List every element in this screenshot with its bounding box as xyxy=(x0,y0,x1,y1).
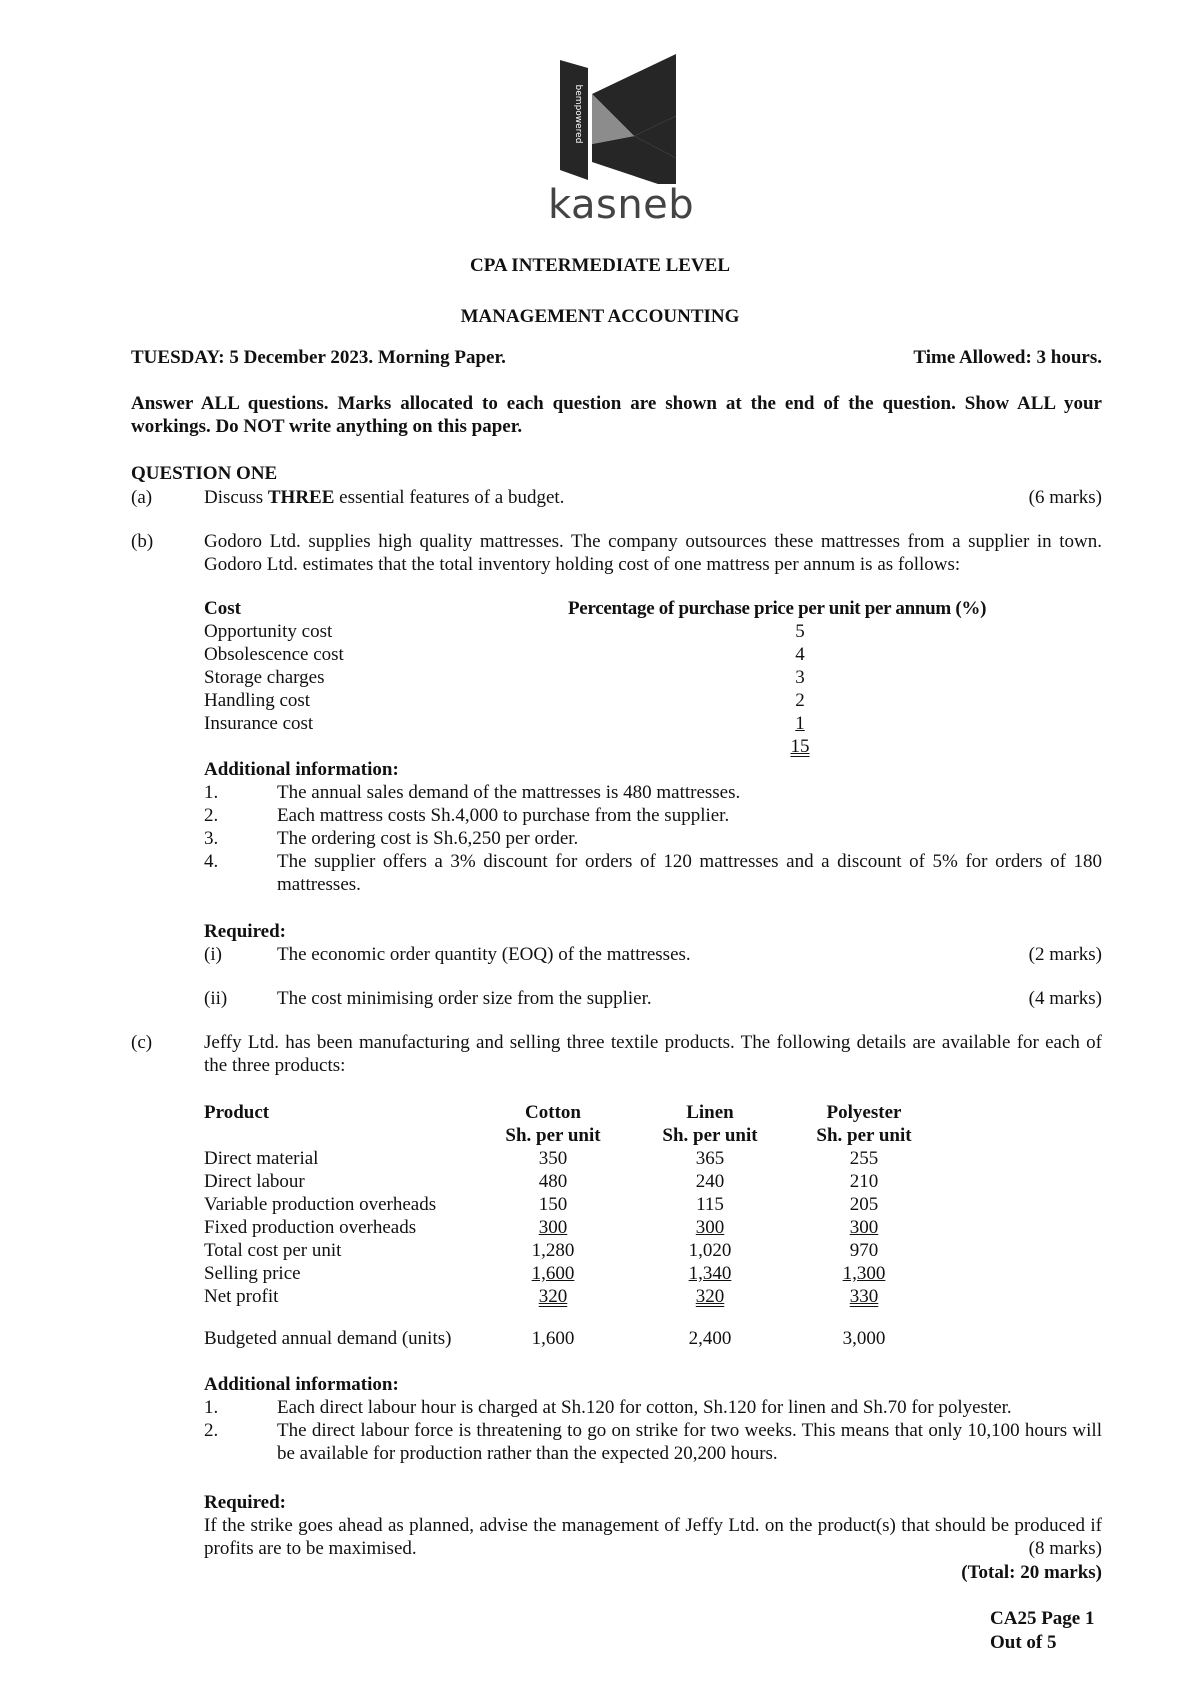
list-item-number: 2. xyxy=(204,1420,219,1441)
part-a-marks: (6 marks) xyxy=(1028,487,1102,508)
list-item-number: 1. xyxy=(204,1397,219,1418)
product-name: Polyester xyxy=(826,1102,902,1123)
list-item: The direct labour force is threatening to go on strike for two weeks. This means that only 10,100 hours will be available for production rather than the expected 20,200 hours. xyxy=(277,1420,1102,1464)
table-row-value: 5 xyxy=(795,621,805,642)
table-cell: 1,600 xyxy=(531,1263,575,1284)
list-item: Each mattress costs Sh.4,000 to purchase from the supplier. xyxy=(277,805,730,826)
list-item-number: 2. xyxy=(204,805,219,826)
table-row-label: Selling price xyxy=(204,1263,301,1284)
exam-date: TUESDAY: 5 December 2023. Morning Paper. xyxy=(131,347,506,368)
table-row-label: Handling cost xyxy=(204,690,311,711)
table-cell: 300 xyxy=(538,1217,568,1238)
list-item: The annual sales demand of the mattresses is 480 mattresses. xyxy=(277,782,741,803)
part-a-text: Discuss THREE essential features of a budget. xyxy=(204,487,565,508)
table-cell: 210 xyxy=(849,1171,879,1192)
holding-cost-col-pct: Percentage of purchase price per unit per annum (%) xyxy=(568,598,987,619)
unit-header: Sh. per unit xyxy=(505,1125,601,1146)
list-item: The ordering cost is Sh.6,250 per order. xyxy=(277,828,579,849)
part-c-additional-title: Additional information: xyxy=(204,1374,399,1395)
table-cell: 1,020 xyxy=(688,1240,732,1261)
part-b-additional-title: Additional information: xyxy=(204,759,399,780)
product-name: Cotton xyxy=(525,1102,581,1123)
list-item-number: 1. xyxy=(204,782,219,803)
table-row-value: 2 xyxy=(795,690,805,711)
table-cell: 1,280 xyxy=(531,1240,575,1261)
holding-cost-col-cost: Cost xyxy=(204,598,241,619)
required-item-text: The economic order quantity (EOQ) of the mattresses. xyxy=(277,944,691,965)
logo-wordmark: kasneb xyxy=(548,182,695,228)
part-c-required-text: If the strike goes ahead as planned, advise the management of Jeffy Ltd. on the product(s) that should be produced if profits are to be maximised. xyxy=(204,1515,1102,1559)
exam-level: CPA INTERMEDIATE LEVEL xyxy=(469,255,731,276)
demand-value: 1,600 xyxy=(531,1328,575,1349)
required-item-number: (ii) xyxy=(204,988,228,1009)
product-col-header: Product xyxy=(204,1102,270,1123)
question-title: QUESTION ONE xyxy=(131,463,278,484)
required-item-marks: (2 marks) xyxy=(1028,944,1102,965)
table-cell: 115 xyxy=(696,1194,724,1215)
required-item-number: (i) xyxy=(204,944,222,965)
table-row-label: Total cost per unit xyxy=(204,1240,342,1261)
logo-tagline: bempowered xyxy=(573,84,583,144)
demand-value: 3,000 xyxy=(842,1328,886,1349)
table-row-label: Variable production overheads xyxy=(204,1194,437,1215)
list-item-number: 3. xyxy=(204,828,219,849)
demand-value: 2,400 xyxy=(688,1328,732,1349)
part-c-marks: (8 marks) xyxy=(1028,1538,1102,1559)
table-row-label: Insurance cost xyxy=(204,713,314,734)
product-name: Linen xyxy=(686,1102,734,1123)
table-row-label: Net profit xyxy=(204,1286,279,1307)
table-cell: 300 xyxy=(695,1217,725,1238)
table-cell: 480 xyxy=(538,1171,568,1192)
holding-cost-total: 15 xyxy=(790,736,810,757)
table-row-label: Direct material xyxy=(204,1148,319,1169)
table-cell: 350 xyxy=(538,1148,568,1169)
table-row-value: 4 xyxy=(795,644,805,665)
table-cell: 240 xyxy=(695,1171,725,1192)
table-cell: 970 xyxy=(849,1240,879,1261)
part-b-label: (b) xyxy=(131,531,154,552)
list-item-number: 4. xyxy=(204,851,219,872)
required-item-marks: (4 marks) xyxy=(1028,988,1102,1009)
part-b-required-title: Required: xyxy=(204,921,286,942)
kasneb-logo xyxy=(540,54,690,184)
table-cell: 255 xyxy=(849,1148,879,1169)
part-c-required-title: Required: xyxy=(204,1492,286,1513)
table-cell: 320 xyxy=(695,1286,725,1307)
exam-subject: MANAGEMENT ACCOUNTING xyxy=(460,306,740,327)
unit-header: Sh. per unit xyxy=(662,1125,758,1146)
table-cell: 300 xyxy=(849,1217,879,1238)
page-number: CA25 Page 1 xyxy=(990,1608,1095,1629)
table-row-label: Obsolescence cost xyxy=(204,644,344,665)
question-total-marks: (Total: 20 marks) xyxy=(961,1562,1102,1583)
table-row-value: 3 xyxy=(795,667,805,688)
table-cell: 1,340 xyxy=(688,1263,732,1284)
part-c-intro: Jeffy Ltd. has been manufacturing and selling three textile products. The following details are available for each of the three products: xyxy=(204,1032,1102,1076)
list-item: Each direct labour hour is charged at Sh.120 for cotton, Sh.120 for linen and Sh.70 for polyester. xyxy=(277,1397,1012,1418)
table-cell: 320 xyxy=(538,1286,568,1307)
demand-label: Budgeted annual demand (units) xyxy=(204,1328,452,1349)
table-row-value: 1 xyxy=(795,713,805,734)
unit-header: Sh. per unit xyxy=(816,1125,912,1146)
table-row-label: Storage charges xyxy=(204,667,325,688)
part-b-intro: Godoro Ltd. supplies high quality mattresses. The company outsources these mattresses from a supplier in town. Godoro Ltd. estimates that the total inventory holding cost of one mattress per annum is as follows: xyxy=(204,531,1102,575)
table-row-label: Direct labour xyxy=(204,1171,305,1192)
list-item: The supplier offers a 3% discount for orders of 120 mattresses and a discount of 5% for orders of 180 mattresses. xyxy=(277,851,1102,895)
table-cell: 365 xyxy=(695,1148,725,1169)
part-c-label: (c) xyxy=(131,1032,153,1053)
table-row-label: Opportunity cost xyxy=(204,621,333,642)
table-cell: 150 xyxy=(538,1194,568,1215)
part-a-label: (a) xyxy=(131,487,153,508)
exam-instructions: Answer ALL questions. Marks allocated to each question are shown at the end of the question. Show ALL your workings. Do NOT write anything on this paper. xyxy=(131,393,1102,437)
required-item-text: The cost minimising order size from the supplier. xyxy=(277,988,652,1009)
time-allowed: Time Allowed: 3 hours. xyxy=(913,347,1102,368)
table-cell: 205 xyxy=(849,1194,879,1215)
page-count: Out of 5 xyxy=(990,1632,1057,1653)
table-row-label: Fixed production overheads xyxy=(204,1217,417,1238)
table-cell: 330 xyxy=(849,1286,879,1307)
table-cell: 1,300 xyxy=(842,1263,886,1284)
